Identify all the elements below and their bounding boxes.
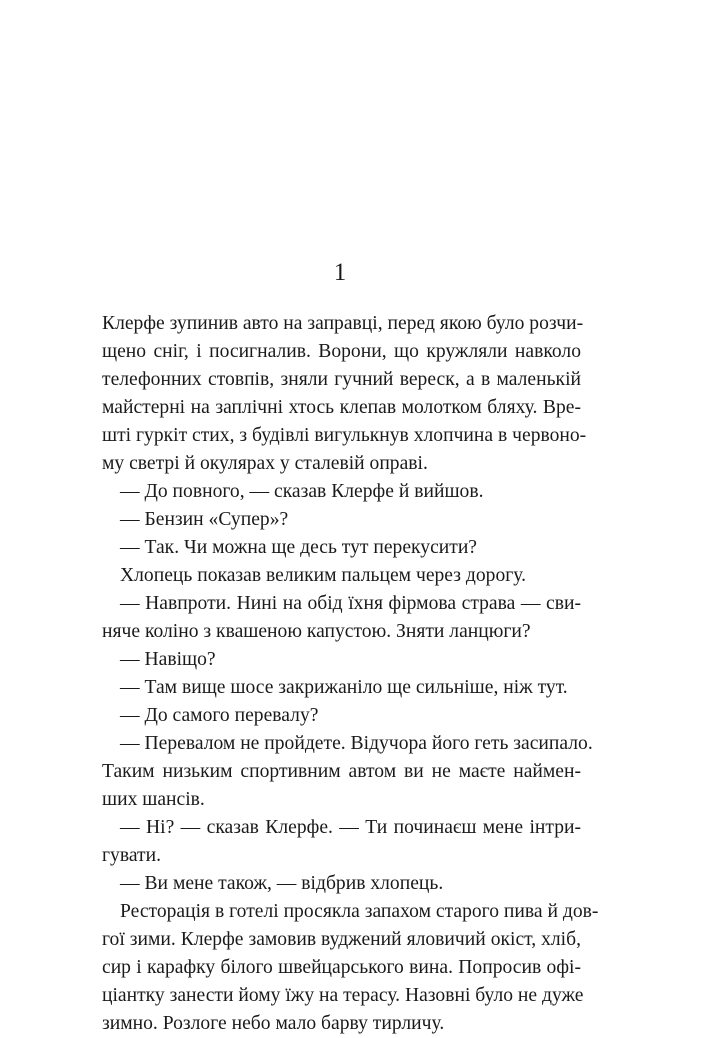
body-text [102,310,599,1038]
text-line: гувати. [102,845,161,866]
text-line: — Бензин «Супер»? [120,509,289,530]
text-line: майстерні на заплічні хтось клепав молотком бляху. Вре- [102,397,581,418]
text-line: гої зими. Клерфе замовив вуджений яловичий окіст, хліб, [102,929,581,950]
text-line: — Там вище шосе закрижаніло ще сильніше, ніж тут. [120,677,568,698]
text-line: — Навіщо? [120,649,216,670]
text-line: ших шансів. [102,789,205,810]
text-line: телефонних стовпів, зняли гучний вереск, а в маленькій [102,369,581,390]
text-line: — Ні? — сказав Клерфе. — Ти починаєш мене інтри- [120,817,581,838]
text-line: Таким низьким спортивним автом ви не маєте наймен- [102,761,581,782]
text-line: — Ви мене також, — відбрив хлопець. [120,873,444,894]
text-line: — Навпроти. Нині на обід їхня фірмова страва — сви- [120,593,581,614]
text-line: му светрі й окулярах у сталевій оправі. [102,453,428,474]
text-line: Ресторація в готелі просякла запахом старого пива й дов- [120,901,599,922]
text-line: ціантку занести йому їжу на терасу. Назовні було не дуже [102,985,584,1006]
text-line: Хлопець показав великим пальцем через дорогу. [120,565,527,586]
text-line: Клерфе зупинив авто на заправці, перед якою було розчи- [102,313,584,334]
text-line: — До самого перевалу? [120,705,319,726]
text-line: — Так. Чи можна ще десь тут перекусити? [120,537,478,558]
chapter-number: 1 [333,259,347,286]
text-line: щено сніг, і посигналив. Ворони, що кружляли навколо [102,341,581,362]
text-line: зимно. Розлоге небо мало барву тирличу. [102,1013,445,1034]
text-line: шті гуркіт стих, з будівлі вигулькнув хлопчина в червоно- [102,425,587,446]
text-line: сир і карафку білого швейцарського вина. Попросив офі- [102,957,581,978]
text-line: — До повного, — сказав Клерфе й вийшов. [120,481,484,502]
text-line: няче коліно з квашеною капустою. Зняти ланцюги? [102,621,531,642]
text-line: — Перевалом не пройдете. Відучора його геть засипало. [120,733,593,754]
